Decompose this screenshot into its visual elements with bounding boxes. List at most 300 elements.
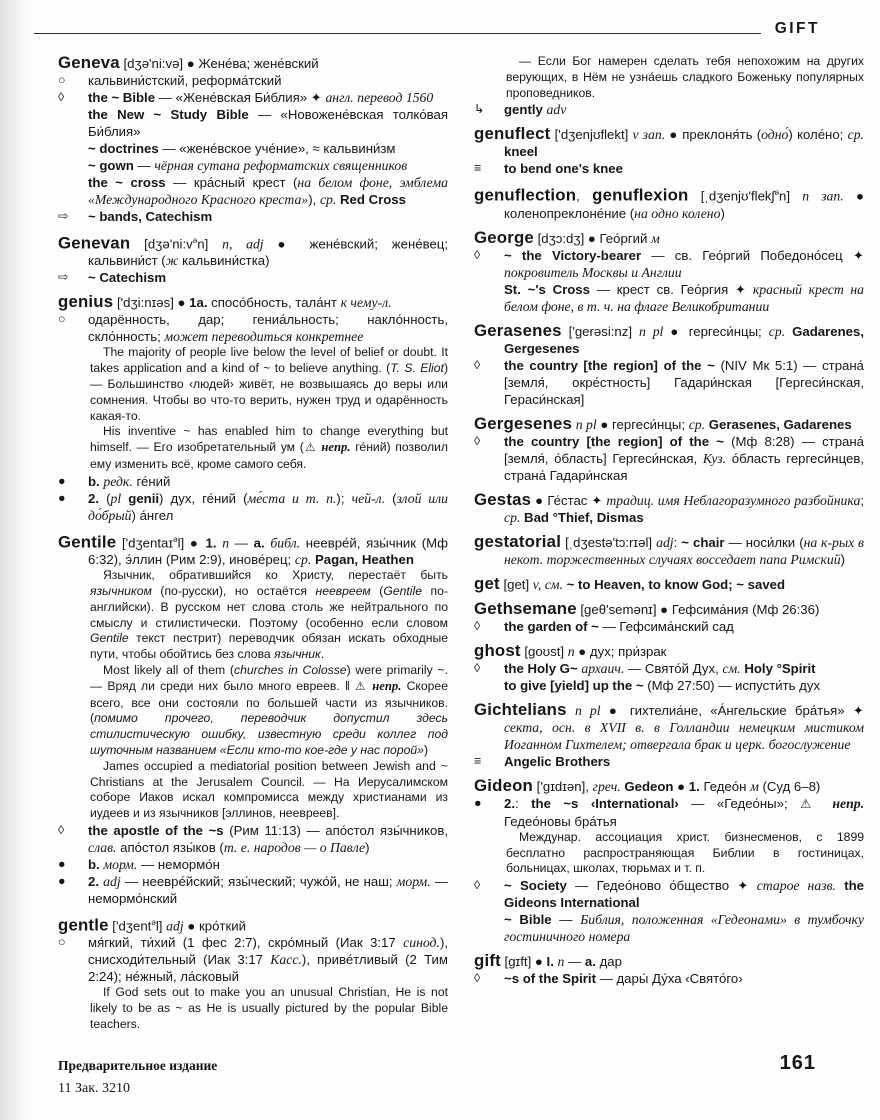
diamond-marker: ◊ bbox=[474, 433, 481, 448]
text-run: — bbox=[551, 912, 581, 928]
text-run: to bend one's knee bbox=[504, 161, 623, 177]
text-run: T. S. Eliot bbox=[390, 361, 444, 376]
text-run: ) — Большинство ‹людей› живёт, не возвышаясь до веры или сомнения. Чтобы во что-то верить, нужен труд и одарённость какая-то. bbox=[90, 361, 448, 423]
text-run: покровитель Москвы и Англии bbox=[504, 264, 682, 280]
text-run: кальвини́стский, реформа́тский bbox=[88, 73, 282, 88]
text-run: ср. bbox=[294, 552, 312, 568]
text-run: спосо́бность, тала́нт bbox=[207, 295, 341, 311]
text-run: может переводиться конкретнее bbox=[164, 329, 364, 345]
text-run: Гедео́новы бра́тья bbox=[504, 813, 617, 829]
text-run: — «Жене́вская Би́блия» ✦ bbox=[155, 90, 326, 105]
equiv-marker: ≡ bbox=[474, 161, 482, 176]
text-run: gently bbox=[504, 102, 547, 118]
text-run: l] ● bbox=[177, 535, 206, 551]
entry-line bbox=[474, 600, 864, 618]
diamond-marker: ◊ bbox=[58, 90, 65, 104]
line-text bbox=[504, 618, 864, 635]
text-run: ср. bbox=[768, 323, 786, 339]
text-run: b. bbox=[88, 856, 104, 872]
text-run: морм. bbox=[103, 856, 138, 872]
text-run: n, adj bbox=[222, 236, 264, 252]
entry-line bbox=[90, 663, 448, 759]
text-run: gift bbox=[474, 951, 501, 971]
diamond-marker: ◊ bbox=[474, 878, 481, 893]
line-text bbox=[504, 660, 864, 677]
text-run: the ~ cross bbox=[88, 175, 166, 190]
text-run: чёрная сутана реформатских священников bbox=[154, 158, 408, 173]
text-run: традиц. имя Неблагоразумного разбойника bbox=[606, 492, 861, 508]
text-run: — немормо́н bbox=[137, 856, 220, 872]
text-run: genuflexion bbox=[592, 185, 689, 205]
entry-genuflect bbox=[474, 125, 864, 177]
text-run: . bbox=[320, 647, 325, 662]
text-run: Most likely all of them ( bbox=[103, 662, 234, 677]
text-run: George bbox=[474, 227, 534, 247]
text-run: ~s of the Spirit bbox=[504, 971, 596, 987]
text-run: ['dʒentaɪ bbox=[116, 535, 174, 551]
entry-geneva bbox=[58, 54, 448, 225]
text-run: кальвини́стка) bbox=[178, 253, 270, 269]
entry-line bbox=[90, 345, 448, 424]
text-run: adj bbox=[166, 918, 184, 934]
text-run: ● кро́ткий bbox=[183, 918, 246, 934]
entry-line bbox=[474, 753, 864, 770]
text-run: ~ chair bbox=[681, 534, 725, 550]
entry-line bbox=[504, 677, 864, 694]
entry-gichtelians bbox=[474, 701, 864, 770]
diamond-marker: ◊ bbox=[474, 247, 481, 262]
text-run: ● жене́вский; жене́вец; кальвини́ст ( bbox=[88, 236, 448, 269]
left-column bbox=[58, 54, 448, 1058]
text-run: Red Cross bbox=[336, 192, 406, 207]
text-run: Holy °Spirit bbox=[740, 660, 816, 676]
entry-line bbox=[88, 174, 448, 208]
text-run: ) were primarily ~. — Вряд ли среди них было много евреев. ‖ bbox=[90, 662, 448, 693]
line-text bbox=[504, 101, 864, 118]
running-head: GIFT bbox=[774, 20, 820, 37]
text-run: ['dʒi:nɪəs] ● bbox=[113, 295, 190, 311]
text-run: [ˌdʒestə'tɔ:rɪəl] bbox=[561, 534, 657, 550]
text-run: язычник bbox=[274, 647, 321, 662]
text-run: genius bbox=[58, 292, 114, 312]
entry-line bbox=[58, 269, 448, 286]
text-run: n bbox=[557, 954, 565, 970]
text-run: ['dʒenjʊflekt] bbox=[550, 127, 633, 143]
text-run: — кра́сный крест ( bbox=[165, 175, 298, 190]
entry-line bbox=[58, 473, 448, 490]
text-run: 2. bbox=[504, 795, 515, 811]
text-run: ~ doctrines bbox=[88, 141, 159, 156]
text-run: the country [the region] of the ~ bbox=[504, 357, 715, 373]
entry-line bbox=[88, 157, 448, 174]
entry-line bbox=[474, 491, 864, 526]
text-run: — bbox=[133, 158, 155, 173]
arrow-marker: ⇨ bbox=[58, 270, 69, 285]
text-run: [dʒɔ:dʒ] ● Гео́ргий bbox=[533, 230, 652, 246]
text-run: ср. bbox=[847, 127, 864, 143]
text-run: ● гихтелиа́не, «А́нгельские бра́тья» ✦ bbox=[600, 702, 864, 718]
entry-line bbox=[474, 970, 864, 987]
text-run: неевре́й, язы́чник (Мф 6:32), э́ллин (Рим 2:9), инове́рец; bbox=[88, 535, 448, 568]
text-run: ~ Catechism bbox=[88, 270, 167, 286]
entry-line bbox=[58, 856, 448, 873]
entry-line bbox=[474, 701, 864, 753]
entry-line bbox=[58, 822, 448, 856]
entry-line bbox=[90, 568, 448, 663]
text-run: the New ~ Study Bible bbox=[88, 107, 249, 122]
circle-marker: ○ bbox=[58, 312, 66, 327]
text-run: слав. bbox=[88, 839, 117, 855]
text-run: Скорее всего, все они состояли по большей части из язычников. ( bbox=[90, 678, 448, 726]
text-run: churches in Colosse bbox=[234, 662, 347, 677]
text-run: англ. перевод 1560 bbox=[325, 90, 434, 105]
text-run: ) а́нгел bbox=[131, 507, 174, 523]
text-run: на одно колено bbox=[634, 205, 721, 221]
text-run: ) bbox=[840, 551, 846, 567]
text-run: gestatorial bbox=[474, 531, 562, 551]
text-run: 1. bbox=[688, 778, 704, 794]
text-run: чей-л. bbox=[351, 490, 386, 506]
text-run: ж bbox=[165, 253, 179, 269]
text-run: ), bbox=[308, 192, 320, 207]
text-run: секта, осн. в XVII в. в Голландии немецким мистиком Иоганном Гихтелем; отвергала брак и церк. богослужение bbox=[504, 719, 864, 752]
line-text bbox=[504, 160, 864, 177]
entry-line bbox=[474, 618, 864, 635]
text-run: [get] bbox=[499, 576, 533, 592]
entry-line bbox=[474, 660, 864, 677]
text-run: : bbox=[673, 534, 682, 550]
bullet-marker: ● bbox=[58, 490, 66, 505]
entry-genevan bbox=[58, 232, 448, 286]
entry-gentle bbox=[58, 914, 448, 1033]
text-run: Gichtelians bbox=[474, 699, 567, 719]
text-run: морм. bbox=[396, 873, 431, 889]
text-run: ср. bbox=[319, 192, 337, 207]
text-run: (по-русски), но остаётся bbox=[151, 583, 316, 598]
text-run: Genevan bbox=[58, 233, 131, 253]
text-run: текст пестрит) переводчик обязан искать обходные пути, чтобы обойтись без слова bbox=[90, 631, 448, 662]
text-run: ['gerəsi:nz] bbox=[561, 323, 640, 339]
text-run: the apostle of the ~s bbox=[88, 822, 224, 838]
text-run: ghost bbox=[474, 640, 521, 660]
text-run: [geθ'semənɪ] ● Гефсима́ния (Мф 26:36) bbox=[576, 601, 820, 617]
text-run: Geneva bbox=[58, 54, 120, 72]
text-run: по-английски). В русском нет слова столь же нейтрального по смыслу и стилистически. Поэтому (особенно если словом bbox=[90, 583, 448, 630]
text-run: ге́ний) позволил ему изменить всё, кроме самого себя. bbox=[90, 440, 448, 471]
text-run: — «Гедео́ны»; bbox=[678, 795, 801, 811]
text-run: Angelic Brothers bbox=[504, 753, 611, 769]
entry-line bbox=[474, 433, 864, 484]
text-run: ) дух, ге́ний ( bbox=[159, 490, 248, 506]
line-text bbox=[88, 873, 448, 907]
entry-gift bbox=[474, 952, 864, 987]
text-run: — Гедео́ново о́бщество ✦ bbox=[566, 878, 757, 894]
entry-genius bbox=[58, 293, 448, 523]
text-run: красный крест на белом фоне, в т. ч. на флаге Великобритании bbox=[504, 281, 864, 314]
text-run: Gentile bbox=[383, 583, 422, 598]
text-run: ) коле́но; bbox=[788, 127, 848, 143]
text-run: ə bbox=[192, 236, 198, 245]
text-run: ⚠ bbox=[303, 442, 322, 455]
bullet-marker: ● bbox=[58, 473, 66, 488]
line-text bbox=[504, 357, 864, 408]
text-run: т. е. народов — о Павле bbox=[223, 839, 366, 855]
text-run: Gergesenes bbox=[474, 413, 573, 433]
text-run: непр. bbox=[321, 440, 351, 455]
line-text bbox=[504, 247, 864, 281]
entry-line bbox=[58, 311, 448, 345]
entry-line bbox=[474, 777, 864, 795]
text-run: ['dʒent bbox=[108, 918, 152, 934]
text-run: одно́ bbox=[761, 127, 789, 143]
entry-line bbox=[506, 54, 864, 101]
text-run: см. bbox=[722, 660, 741, 676]
text-run: язычником bbox=[90, 583, 152, 598]
text-run: — Если Бог намерен сделать тебя непохожим на других верующих, в Нём не узна́ешь сладкого Боженьку популярных проповедников. bbox=[506, 54, 864, 100]
entry-line bbox=[58, 89, 448, 106]
text-run: Gerasenes bbox=[474, 320, 562, 340]
text-run: греч. bbox=[592, 778, 621, 794]
text-run: неевреем bbox=[315, 583, 371, 598]
page-number: 161 bbox=[779, 1052, 816, 1074]
text-run: — немормо́нский bbox=[88, 873, 448, 906]
text-run: — носи́лки ( bbox=[724, 534, 804, 550]
text-run: l] bbox=[155, 918, 167, 934]
entry-line bbox=[474, 357, 864, 408]
text-run: ~ to Heaven, to know God; ~ saved bbox=[563, 576, 786, 592]
line-text bbox=[88, 490, 448, 524]
text-run: ~ Bible bbox=[504, 912, 552, 928]
equiv-marker: ≡ bbox=[474, 753, 482, 768]
text-run: get bbox=[474, 573, 500, 593]
text-run: n] bbox=[197, 236, 223, 252]
text-run: James occupied a mediatorial position between Jewish and ~ Christians at the Jerusalem Council. — На Иерусалимском соборе Иаков искал компромисса между христианами из иудеев и из язычников [эллинов, неевреев]. bbox=[90, 758, 448, 821]
entry-line bbox=[58, 873, 448, 907]
text-run: ⚠ bbox=[355, 680, 373, 693]
text-run: ● дух; при́зрак bbox=[574, 643, 667, 659]
text-run: Gedeon bbox=[624, 778, 674, 794]
text-run: n pl bbox=[575, 416, 597, 432]
text-run: ● преклоня́ть ( bbox=[665, 127, 762, 143]
text-run: на к-рых в некот. торжественных случаях восседает папа Римский bbox=[504, 534, 864, 567]
page-header bbox=[0, 0, 880, 38]
entry-line bbox=[58, 490, 448, 524]
text-run: ~ the Victory-bearer bbox=[504, 247, 642, 263]
text-run: the ~s ‹International› bbox=[531, 795, 679, 811]
text-run: — «Новожене́вская толко́вая Би́блия» bbox=[88, 107, 448, 139]
text-run: ● гергеси́нцы; bbox=[596, 416, 689, 432]
entry-line bbox=[474, 795, 864, 830]
text-run: Pagan, Heathen bbox=[311, 552, 414, 568]
entry-line bbox=[58, 72, 448, 89]
text-run: n pl bbox=[639, 323, 664, 339]
header-rule bbox=[34, 33, 761, 34]
text-run: genii bbox=[128, 490, 160, 506]
text-run: pl bbox=[110, 490, 122, 506]
entry-line bbox=[58, 208, 448, 225]
text-run: n pl bbox=[574, 702, 601, 718]
text-run: gentle bbox=[58, 915, 109, 935]
entry-line bbox=[474, 642, 864, 660]
entry-line bbox=[90, 985, 448, 1032]
text-run: ə bbox=[173, 534, 178, 544]
entry-line bbox=[506, 830, 864, 877]
text-run: ср. bbox=[688, 416, 706, 432]
line-text bbox=[88, 208, 448, 225]
entry-line bbox=[88, 106, 448, 140]
text-run: the country [the region] of the ~ bbox=[504, 433, 724, 449]
entry-gideon bbox=[474, 777, 864, 945]
text-run: апо́стол язы́ков ( bbox=[116, 839, 224, 855]
text-run: [goʊst] bbox=[520, 643, 568, 659]
text-run: the garden of ~ bbox=[504, 618, 599, 634]
text-run: St. ~'s Cross bbox=[504, 281, 590, 297]
bullet-marker: ● bbox=[58, 856, 66, 871]
text-run: n зап. bbox=[802, 188, 844, 204]
entry-line bbox=[474, 125, 864, 160]
text-run: If God sets out to make you an unusual Christian, He is not likely to be as ~ as He is usually pictured by the popular Bible teachers. bbox=[90, 985, 448, 1031]
entry-line bbox=[58, 531, 448, 568]
text-run: n bbox=[222, 535, 230, 551]
text-run: [dʒə'ni:və] ● Жене́ва; жене́вский bbox=[119, 56, 319, 71]
text-run: ге́ний bbox=[132, 473, 171, 489]
text-run: [gɪft] ● bbox=[500, 954, 547, 970]
text-run: злой или до́брый bbox=[88, 490, 448, 523]
text-run: мя́гкий, ти́хий (1 фес 2:7), скро́мный (Иак 3:17 bbox=[88, 935, 404, 951]
entry-genuflection bbox=[474, 184, 864, 221]
text-run: ; bbox=[860, 492, 864, 508]
text-run: — дары́ Ду́ха ‹Свято́го› bbox=[595, 971, 743, 987]
line-text bbox=[88, 934, 448, 985]
text-run: непр. bbox=[372, 678, 402, 693]
diamond-marker: ◊ bbox=[474, 971, 481, 986]
text-run: — bbox=[564, 954, 585, 970]
text-run: genuflection bbox=[474, 185, 577, 205]
text-run: ~ bands, Catechism bbox=[88, 209, 213, 224]
text-run: ); bbox=[336, 490, 352, 506]
text-run: b. bbox=[88, 473, 104, 489]
text-run: — крест св. Гео́ргия ✦ bbox=[589, 281, 753, 297]
line-text bbox=[504, 877, 864, 911]
line-text bbox=[88, 822, 448, 856]
line-text bbox=[504, 970, 864, 987]
line-text bbox=[88, 89, 448, 106]
text-run: (Суд 6–8) bbox=[758, 778, 821, 794]
entry-line bbox=[504, 911, 864, 945]
entry-line bbox=[474, 952, 864, 970]
text-run: ~ Society bbox=[504, 878, 567, 894]
line-text bbox=[504, 433, 864, 484]
text-run: Bad °Thief, Dismas bbox=[520, 509, 644, 525]
circle-marker: ○ bbox=[58, 935, 66, 950]
text-run: архаич. bbox=[581, 660, 625, 676]
entry-line bbox=[474, 415, 864, 433]
text-run: к чему-л. bbox=[340, 295, 392, 311]
text-run: 1a. bbox=[189, 295, 208, 311]
entry-line bbox=[474, 322, 864, 357]
text-run: ⚠ bbox=[800, 796, 833, 811]
text-run: the Holy G~ bbox=[504, 660, 578, 676]
line-text bbox=[88, 473, 448, 490]
entry-line bbox=[474, 877, 864, 911]
text-run: м bbox=[750, 778, 759, 794]
text-run: (Рим 11:13) — апо́стол язы́чников, bbox=[223, 822, 448, 838]
text-run: Gideon bbox=[474, 775, 534, 795]
text-run: ['gɪdɪən], bbox=[533, 778, 593, 794]
text-run: Gentile bbox=[90, 631, 129, 646]
text-run: старое назв. bbox=[756, 878, 836, 894]
text-run: to give [yield] up the ~ bbox=[504, 677, 644, 693]
text-run: Касс. bbox=[270, 952, 302, 968]
text-run: (Мф 27:50) — испусти́ть дух bbox=[643, 677, 821, 693]
text-run: одарённость, дар; гениа́льность; накло́нность, скло́нность; bbox=[88, 312, 448, 345]
text-run: a. bbox=[253, 535, 271, 551]
text-run: непр. bbox=[832, 795, 864, 811]
text-run: Гедео́н bbox=[703, 778, 751, 794]
text-run: Gadarenes, Gergesenes bbox=[504, 323, 864, 356]
text-run: 1. bbox=[205, 535, 223, 551]
text-run: — «жене́вское уче́ние», ≈ кальвини́зм bbox=[158, 141, 396, 156]
text-run: (NIV Мк 5:1) — страна́ [земля́, окре́стность] Гадари́нская [Гергеси́нская, Гераси́нская] bbox=[504, 357, 864, 407]
text-run bbox=[567, 703, 575, 718]
text-run: Gentile bbox=[58, 532, 117, 552]
text-run: (Мф 8:28) — страна́ [земля́, о́бласть] Гергеси́нская, bbox=[504, 433, 864, 466]
text-run: синод. bbox=[403, 935, 440, 951]
arrow-marker: ⇨ bbox=[58, 209, 69, 223]
entry-line bbox=[58, 232, 448, 269]
text-run: ) bbox=[720, 205, 725, 221]
entry-line bbox=[58, 54, 448, 72]
entry-line bbox=[474, 160, 864, 177]
text-run: ме́ста и т. п. bbox=[247, 490, 337, 506]
text-run: на белом фоне, эмблема «Международного Красного креста» bbox=[88, 175, 448, 207]
text-run: kneel bbox=[504, 144, 538, 160]
text-run: ə bbox=[774, 188, 779, 198]
text-run: , bbox=[576, 188, 593, 204]
text-run: помимо прочего, переводчик допустил здесь стилистическую ошибку, известную среди коллег под шуточным названием «Если кто-то кое-где у нас порой» bbox=[90, 711, 448, 757]
text-run: редк. bbox=[103, 473, 133, 489]
entry-line bbox=[58, 934, 448, 985]
diamond-marker: ◊ bbox=[58, 822, 65, 837]
text-run: 2. bbox=[88, 490, 107, 506]
entry-gentile bbox=[58, 531, 448, 907]
text-run: v зап. bbox=[632, 127, 666, 143]
text-run: о́бласть гергеси́нцев, страна́ Гадари́нская bbox=[504, 450, 864, 483]
line-text bbox=[504, 795, 864, 830]
edition-note: Предварительное издание bbox=[58, 1058, 218, 1073]
entry-line bbox=[474, 184, 864, 221]
text-run: — неевре́йский; язы́ческий; чужо́й, не наш; bbox=[120, 873, 397, 889]
text-run: ● Ге́стас ✦ bbox=[531, 492, 607, 508]
text-run: ), приве́тливый (2 Тим 2:24); не́жный, ла́сковый bbox=[88, 952, 448, 985]
line-text bbox=[88, 72, 448, 89]
text-columns bbox=[0, 38, 880, 1058]
entry-line bbox=[58, 293, 448, 311]
text-run: ə bbox=[151, 917, 156, 927]
text-run: Язычник, обратившийся ко Христу, перестаёт быть bbox=[103, 568, 448, 583]
text-run: [dʒə'ni:v bbox=[130, 236, 193, 252]
entry-line bbox=[88, 140, 448, 157]
text-run: I. bbox=[546, 954, 558, 970]
entry-line bbox=[474, 247, 864, 281]
text-run: [ˌdʒenjʊ'flekʃ bbox=[688, 188, 775, 204]
line-text bbox=[88, 311, 448, 345]
text-run: ~ gown bbox=[88, 158, 134, 173]
entry-gethsemane bbox=[474, 600, 864, 635]
entry-get bbox=[474, 575, 864, 593]
bullet-marker: ● bbox=[474, 795, 482, 810]
text-run: The majority of people live below the level of belief or doubt. It takes application and a kind of ~ to believe anything. ( bbox=[90, 345, 448, 376]
